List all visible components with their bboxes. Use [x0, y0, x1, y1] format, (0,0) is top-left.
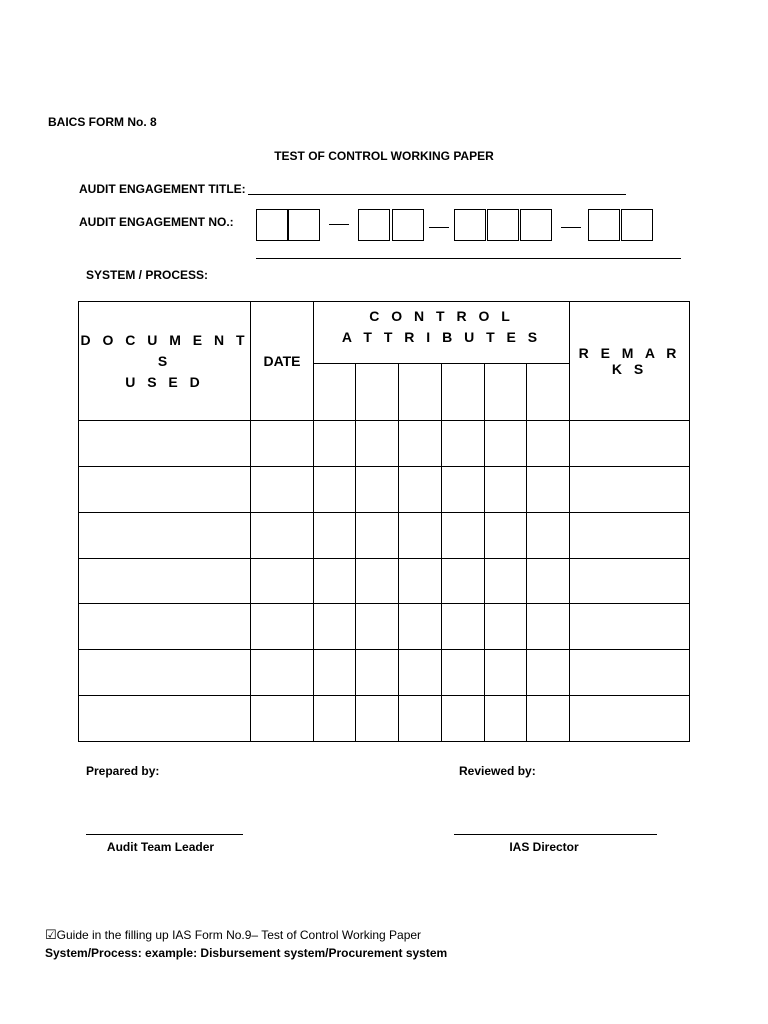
engagement-no-box[interactable] — [256, 209, 288, 241]
attribute-cell[interactable] — [485, 467, 527, 513]
control-header-line2: A T T R I B U T E S — [341, 329, 542, 345]
date-header: DATE — [251, 302, 314, 421]
date-cell[interactable] — [251, 604, 314, 650]
engagement-title-field[interactable] — [248, 194, 626, 195]
attribute-cell[interactable] — [356, 559, 399, 604]
documents-header-line2: U S E D — [125, 373, 204, 390]
attribute-cell[interactable] — [314, 650, 356, 696]
document-cell[interactable] — [79, 421, 251, 467]
page-title: TEST OF CONTROL WORKING PAPER — [274, 149, 494, 163]
table-row — [79, 467, 690, 513]
document-cell[interactable] — [79, 696, 251, 742]
attribute-cell[interactable] — [399, 650, 442, 696]
attribute-cell[interactable] — [442, 604, 485, 650]
table-row — [79, 650, 690, 696]
remarks-cell[interactable] — [570, 513, 690, 559]
document-cell[interactable] — [79, 604, 251, 650]
table-row — [79, 421, 690, 467]
documents-header-line1: D O C U M E N T S — [80, 331, 249, 369]
attribute-cell[interactable] — [527, 559, 570, 604]
prepared-signature-line[interactable] — [86, 834, 243, 835]
example-text: System/Process: example: Disbursement system/Procurement system — [45, 946, 448, 960]
attribute-column-header[interactable] — [442, 364, 485, 421]
engagement-no-box[interactable] — [454, 209, 486, 241]
attribute-cell[interactable] — [356, 467, 399, 513]
date-cell[interactable] — [251, 467, 314, 513]
remarks-cell[interactable] — [570, 650, 690, 696]
engagement-no-box[interactable] — [588, 209, 620, 241]
attribute-cell[interactable] — [442, 559, 485, 604]
attribute-cell[interactable] — [399, 604, 442, 650]
attribute-cell[interactable] — [485, 559, 527, 604]
attribute-cell[interactable] — [314, 696, 356, 742]
attribute-column-header[interactable] — [527, 364, 570, 421]
attribute-cell[interactable] — [527, 650, 570, 696]
attribute-column-header[interactable] — [356, 364, 399, 421]
separator-dash — [561, 227, 581, 228]
date-cell[interactable] — [251, 559, 314, 604]
table-row — [79, 696, 690, 742]
engagement-no-label: AUDIT ENGAGEMENT NO.: — [79, 215, 234, 229]
attribute-cell[interactable] — [485, 604, 527, 650]
attribute-cell[interactable] — [314, 467, 356, 513]
engagement-no-box[interactable] — [288, 209, 320, 241]
remarks-cell[interactable] — [570, 421, 690, 467]
prepared-role: Audit Team Leader — [106, 840, 215, 854]
engagement-title-label: AUDIT ENGAGEMENT TITLE: — [79, 182, 246, 196]
document-cell[interactable] — [79, 513, 251, 559]
document-cell[interactable] — [79, 467, 251, 513]
attribute-cell[interactable] — [527, 513, 570, 559]
attribute-cell[interactable] — [527, 696, 570, 742]
attribute-cell[interactable] — [356, 696, 399, 742]
remarks-cell[interactable] — [570, 696, 690, 742]
engagement-no-box[interactable] — [520, 209, 552, 241]
reviewed-by-label: Reviewed by: — [459, 764, 536, 778]
date-cell[interactable] — [251, 513, 314, 559]
attribute-cell[interactable] — [442, 421, 485, 467]
date-cell[interactable] — [251, 696, 314, 742]
reviewed-role: IAS Director — [509, 840, 579, 854]
attribute-cell[interactable] — [399, 559, 442, 604]
attribute-cell[interactable] — [314, 604, 356, 650]
attribute-cell[interactable] — [314, 559, 356, 604]
attribute-cell[interactable] — [442, 696, 485, 742]
attribute-cell[interactable] — [485, 650, 527, 696]
date-cell[interactable] — [251, 650, 314, 696]
attribute-cell[interactable] — [356, 513, 399, 559]
attribute-cell[interactable] — [527, 421, 570, 467]
table-row — [79, 513, 690, 559]
control-header-line1: C O N T R O L — [369, 308, 514, 324]
separator-dash — [329, 224, 349, 225]
engagement-no-box[interactable] — [392, 209, 424, 241]
remarks-cell[interactable] — [570, 559, 690, 604]
attribute-cell[interactable] — [399, 513, 442, 559]
system-process-label: SYSTEM / PROCESS: — [86, 268, 209, 282]
attribute-cell[interactable] — [485, 513, 527, 559]
prepared-by-label: Prepared by: — [86, 764, 160, 778]
guide-note — [45, 928, 421, 943]
attribute-cell[interactable] — [527, 467, 570, 513]
control-attributes-header — [314, 302, 570, 364]
attribute-cell[interactable] — [399, 467, 442, 513]
remarks-cell[interactable] — [570, 467, 690, 513]
document-cell[interactable] — [79, 650, 251, 696]
attribute-cell[interactable] — [314, 421, 356, 467]
separator-dash — [429, 227, 449, 228]
attribute-cell[interactable] — [485, 421, 527, 467]
attribute-cell[interactable] — [356, 604, 399, 650]
engagement-no-box[interactable] — [621, 209, 653, 241]
remarks-header: R E M A R K S — [570, 302, 690, 421]
checkbox-icon: ☑ — [45, 928, 57, 943]
document-cell[interactable] — [79, 559, 251, 604]
attribute-column-header[interactable] — [485, 364, 527, 421]
engagement-no-box[interactable] — [358, 209, 390, 241]
attribute-cell[interactable] — [485, 696, 527, 742]
attribute-cell[interactable] — [527, 604, 570, 650]
attribute-cell[interactable] — [442, 467, 485, 513]
test-of-control-table — [78, 301, 690, 742]
attribute-cell[interactable] — [442, 513, 485, 559]
engagement-no-box[interactable] — [487, 209, 519, 241]
table-row — [79, 604, 690, 650]
date-cell[interactable] — [251, 421, 314, 467]
attribute-column-header[interactable] — [399, 364, 442, 421]
attribute-cell[interactable] — [356, 421, 399, 467]
table-row — [79, 559, 690, 604]
form-number: BAICS FORM No. 8 — [48, 115, 157, 129]
attribute-column-header[interactable] — [314, 364, 356, 421]
attribute-cell[interactable] — [314, 513, 356, 559]
guide-text: Guide in the filling up IAS Form No.9– Test of Control Working Paper — [56, 928, 422, 942]
engagement-no-underline — [256, 258, 681, 259]
attribute-cell[interactable] — [442, 650, 485, 696]
attribute-cell[interactable] — [399, 421, 442, 467]
remarks-cell[interactable] — [570, 604, 690, 650]
documents-used-header — [79, 302, 251, 421]
attribute-cell[interactable] — [399, 696, 442, 742]
attribute-cell[interactable] — [356, 650, 399, 696]
reviewed-signature-line[interactable] — [454, 834, 657, 835]
